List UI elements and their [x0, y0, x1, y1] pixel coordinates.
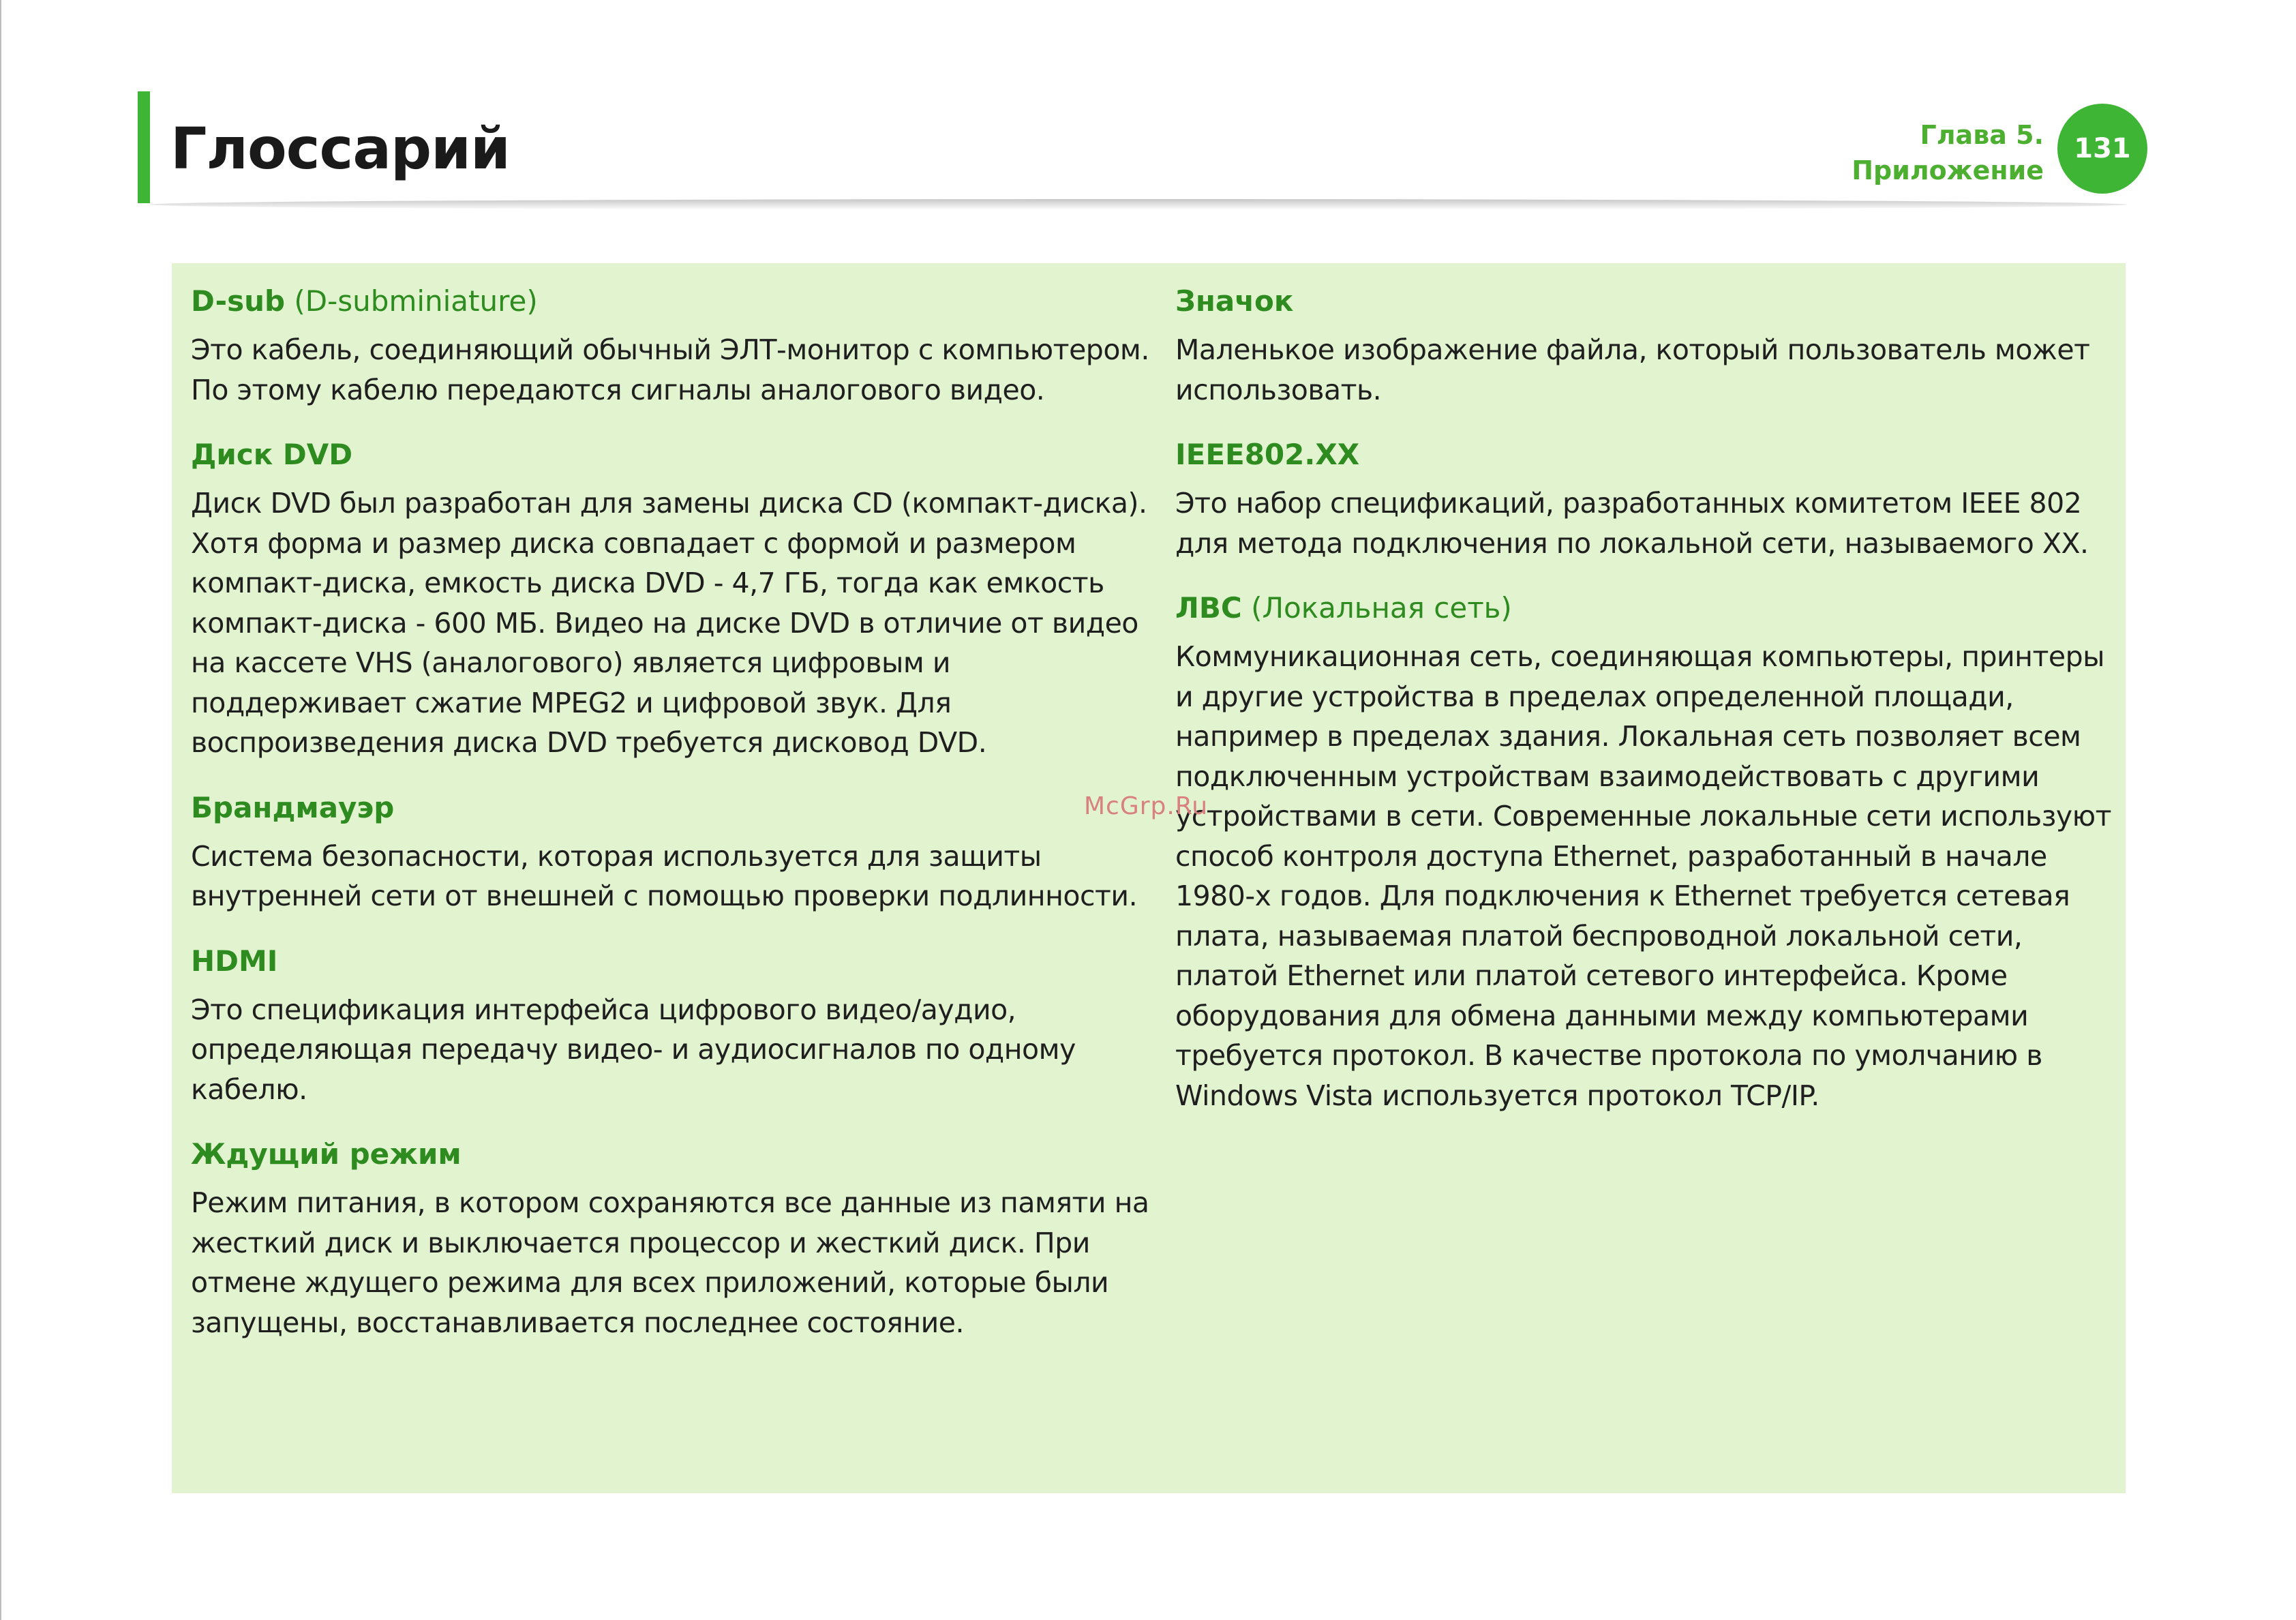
glossary-term — [1175, 434, 2116, 475]
glossary-entry — [191, 434, 1159, 763]
glossary-entry — [191, 1134, 1159, 1342]
glossary-term — [191, 434, 1159, 475]
term-name: Диск DVD — [191, 438, 353, 471]
glossary-term — [191, 941, 1159, 982]
glossary-column-left — [191, 281, 1159, 1367]
glossary-definition: Это спецификация интерфейса цифрового видео/аудио, определяющая передачу видео- и аудиосигналов по одному кабелю. — [191, 993, 1076, 1106]
glossary-panel — [172, 263, 2126, 1493]
term-name: Значок — [1175, 284, 1294, 318]
glossary-entry — [191, 281, 1159, 410]
glossary-definition: Коммуникационная сеть, соединяющая компьютеры, принтеры и другие устройства в пределах определенной площади, например в пределах здания. Локальная сеть позволяет всем подключенным устройствам взаимодействовать с другими устройствами в сети. Современные локальные сети используют способ контроля доступа Ethernet, разработанный в начале 1980-х годов. Для подключения к Ethernet требуется сетевая плата, называемая платой беспроводной локальной сети, платой Ethernet или платой сетевого интерфейса. Кроме оборудования для обмена данными между компьютерами требуется протокол. В качестве протокола по умолчанию в Windows Vista используется протокол TCP/IP. — [1175, 640, 2112, 1112]
page-number-badge: 131 — [2057, 104, 2147, 194]
header-divider — [150, 199, 2127, 210]
glossary-definition: Система безопасности, которая используется для защиты внутренней сети от внешней с помощью проверки подлинности. — [191, 839, 1138, 912]
glossary-definition: Диск DVD был разработан для замены диска CD (компакт-диска). Хотя форма и размер диска совпадает с формой и размером компакт-диска, емкость диска DVD - 4,7 ГБ, тогда как емкость компакт-диска - 600 МБ. Видео на диске DVD в отличие от видео на кассете VHS (аналогового) является цифровым и поддерживает сжатие MPEG2 и цифровой звук. Для воспроизведения диска DVD требуется дисковод DVD. — [191, 487, 1147, 759]
chapter-title: Приложение — [1852, 155, 2044, 185]
glossary-definition: Это набор спецификаций, разработанных комитетом IEEE 802 для метода подключения по локальной сети, называемого XX. — [1175, 487, 2089, 560]
page-edge — [0, 0, 1, 1620]
glossary-term — [1175, 281, 2116, 322]
glossary-entry — [1175, 434, 2116, 563]
glossary-term — [191, 281, 1159, 322]
term-name: D-sub — [191, 284, 286, 318]
term-name: Брандмауэр — [191, 790, 395, 824]
term-expansion: (Локальная сеть) — [1241, 591, 1512, 625]
term-name: ЛВС — [1175, 591, 1242, 625]
term-name: HDMI — [191, 944, 278, 978]
chapter-number: Глава 5. — [1920, 120, 2044, 150]
glossary-entry — [1175, 588, 2116, 1115]
chapter-label — [1852, 117, 2044, 188]
glossary-definition: Маленькое изображение файла, который пользователь может использовать. — [1175, 333, 2090, 406]
term-expansion: (D-subminiature) — [285, 284, 538, 318]
glossary-term — [1175, 588, 2116, 629]
page-title: Глоссарий — [170, 115, 510, 182]
glossary-entry — [191, 941, 1159, 1110]
glossary-term — [191, 787, 1159, 828]
watermark: McGrp.Ru — [1084, 792, 1209, 820]
glossary-entry — [191, 787, 1159, 916]
term-name: IEEE802.XX — [1175, 438, 1360, 471]
glossary-definition: Режим питания, в котором сохраняются все данные из памяти на жесткий диск и выключается процессор и жесткий диск. При отмене ждущего режима для всех приложений, которые были запущены, восстанавливается последнее состояние. — [191, 1186, 1149, 1339]
term-name: Ждущий режим — [191, 1137, 462, 1171]
title-accent-bar — [138, 91, 150, 203]
glossary-column-right — [1175, 281, 2116, 1140]
glossary-term — [191, 1134, 1159, 1175]
glossary-entry — [1175, 281, 2116, 410]
glossary-definition: Это кабель, соединяющий обычный ЭЛТ-монитор с компьютером. По этому кабелю передаются сигналы аналогового видео. — [191, 333, 1149, 406]
